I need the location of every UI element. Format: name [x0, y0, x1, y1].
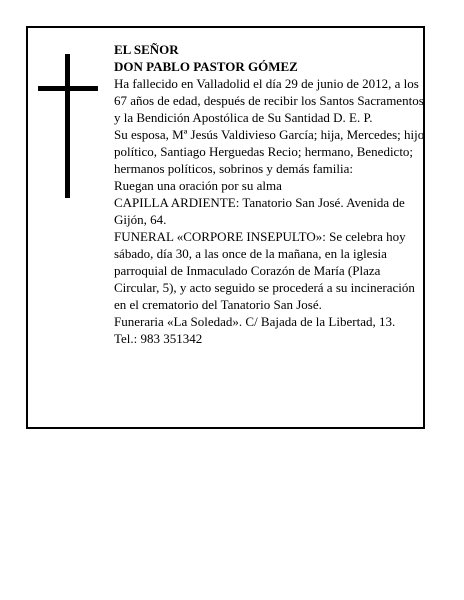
funeral-home: Funeraria «La Soledad». C/ Bajada de la Libertad, 13.: [114, 314, 396, 329]
funeral-info: FUNERAL «CORPORE INSEPULTO»: Se celebra hoy sábado, día 30, a las once de la mañana, en la iglesia parroquial de Inmaculado Corazón de María (Plaza Circular, 5), y acto seguido se procederá a su incineración en el crematorio del Tanatorio San José.: [114, 229, 415, 312]
prayer-request: Ruegan una oración por su alma: [114, 178, 282, 193]
deceased-name: DON PABLO PASTOR GÓMEZ: [114, 59, 298, 74]
phone-number: Tel.: 983 351342: [114, 331, 203, 346]
chapel-info: CAPILLA ARDIENTE: Tanatorio San José. Avenida de Gijón, 64.: [114, 195, 405, 227]
obituary-notice: [26, 26, 425, 429]
family-list: Su esposa, Mª Jesús Valdivieso García; hija, Mercedes; hijo político, Santiago Herguedas Recio; hermano, Benedicto; hermanos políticos, sobrinos y demás familia:: [114, 127, 425, 176]
notice-text: [114, 41, 426, 347]
cross-horizontal-bar: [38, 86, 98, 91]
death-info: Ha fallecido en Valladolid el día 29 de junio de 2012, a los 67 años de edad, después de recibir los Santos Sacramentos y la Bendición Apostólica de Su Santidad D. E. P.: [114, 76, 424, 125]
cross-icon: [38, 54, 98, 198]
title-line-1: EL SEÑOR: [114, 42, 179, 57]
cross-vertical-bar: [65, 54, 70, 198]
